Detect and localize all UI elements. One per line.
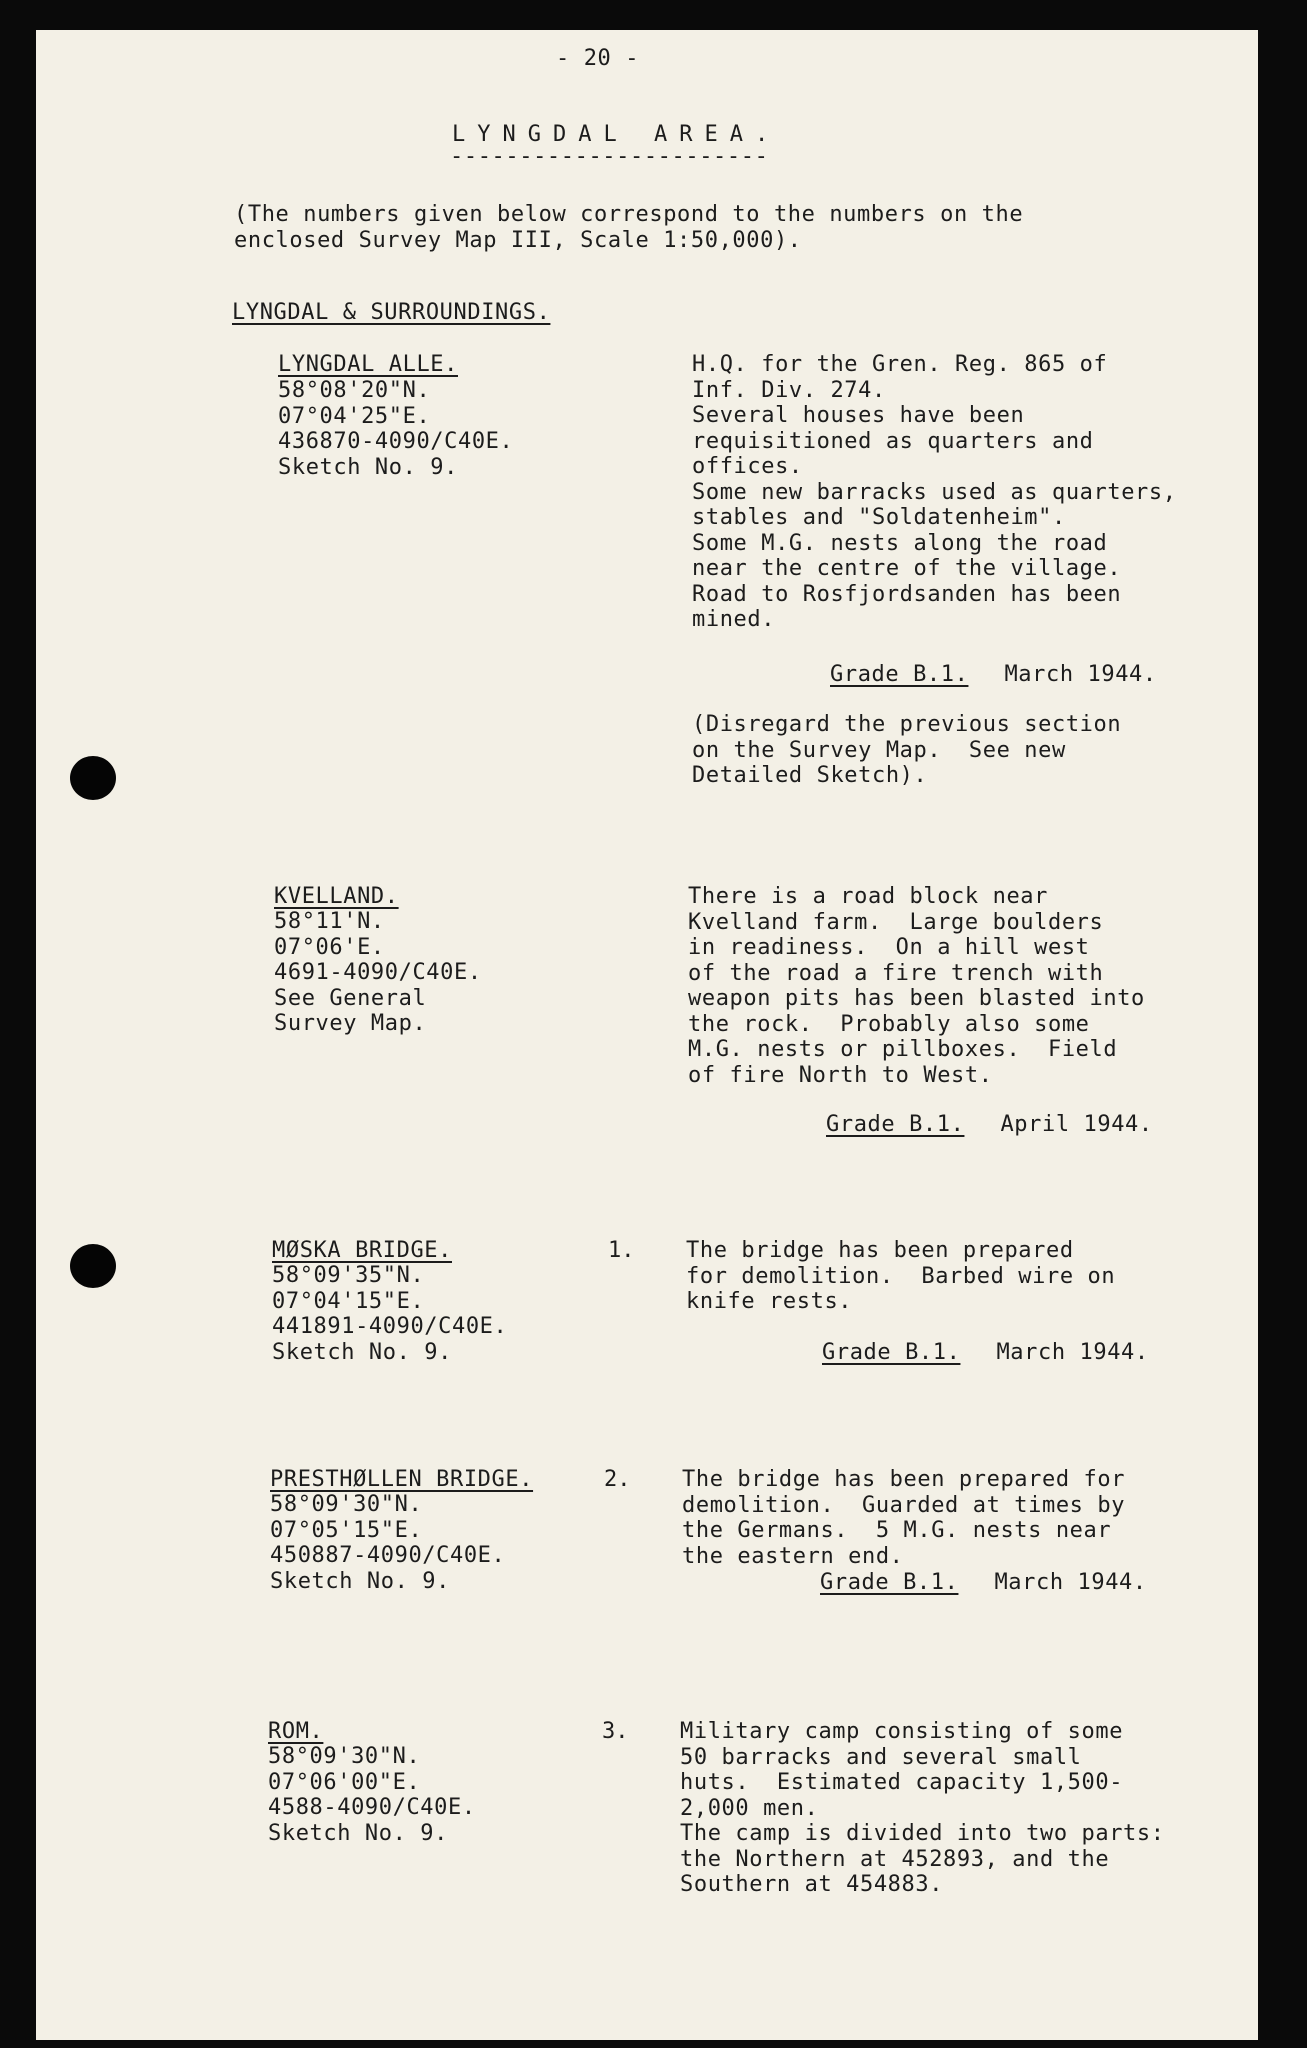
entry-grade: Grade B.1. [830, 662, 969, 687]
entry-grade-line [822, 1340, 1149, 1366]
entry-name: MØSKA BRIDGE. [272, 1238, 452, 1263]
entry-grade-line [820, 1570, 1147, 1596]
entry-description: The bridge has been prepared for demolition. Barbed wire on knife rests. [686, 1238, 1116, 1314]
heading-rule: ----------------------- [450, 144, 769, 169]
entry-note: (Disregard the previous section on the Survey Map. See new Detailed Sketch). [692, 712, 1122, 788]
entry-name: PRESTHØLLEN BRIDGE. [270, 1467, 534, 1492]
entry-date: April 1944. [1000, 1112, 1153, 1137]
entry-grade: Grade B.1. [826, 1112, 965, 1137]
entry-location: 58°11'N. 07°06'E. 4691-4090/C40E. See General Survey Map. [274, 909, 482, 1036]
entry-number: 2. [604, 1467, 631, 1492]
entry-number: 1. [608, 1238, 635, 1263]
entry-grade-line [830, 662, 1157, 688]
entry-date: March 1944. [994, 1570, 1147, 1595]
punch-hole [70, 1244, 116, 1288]
document-page [36, 30, 1258, 2040]
entry-number: 3. [602, 1719, 629, 1744]
entry-location: 58°08'20"N. 07°04'25"E. 436870-4090/C40E. Sketch No. 9. [278, 378, 514, 480]
entry-description: The bridge has been prepared for demolition. Guarded at times by the Germans. 5 M.G. nests near the eastern end. [682, 1467, 1126, 1569]
intro-paragraph: (The numbers given below correspond to the numbers on the enclosed Survey Map III, Scale 1:50,000). [234, 202, 1024, 253]
punch-hole [70, 756, 116, 800]
entry-grade: Grade B.1. [822, 1340, 961, 1365]
entry-location: 58°09'30"N. 07°05'15"E. 450887-4090/C40E. Sketch No. 9. [270, 1492, 506, 1594]
entry-date: March 1944. [1004, 662, 1157, 687]
entry-name: ROM. [268, 1719, 324, 1744]
entry-date: March 1944. [996, 1340, 1149, 1365]
entry-description: H.Q. for the Gren. Reg. 865 of Inf. Div. 274. Several houses have been requisitioned as quarters and offices. Some new barracks used as quarters, stables and "Soldatenheim". Some M.G. nests along the road near the centre of the village. Road to Rosfjordsanden has been mined. [692, 352, 1177, 632]
entry-name: LYNGDAL ALLE. [278, 352, 458, 377]
section-title: LYNGDAL & SURROUNDINGS. [232, 300, 551, 325]
entry-grade-line [826, 1112, 1153, 1138]
entry-description: Military camp consisting of some 50 barracks and several small huts. Estimated capacity 1,500- 2,000 men. The camp is divided into two parts: the Northern at 452893, and the Southern at 454883. [680, 1719, 1165, 1897]
entry-description: There is a road block near Kvelland farm. Large boulders in readiness. On a hill west of the road a fire trench with weapon pits has been blasted into the rock. Probably also some M.G. nests or pillboxes. Field of fire North to West. [688, 884, 1145, 1088]
entry-name: KVELLAND. [274, 884, 399, 909]
page-number: - 20 - [556, 46, 640, 71]
entry-location: 58°09'35"N. 07°04'15"E. 441891-4090/C40E. Sketch No. 9. [272, 1263, 508, 1365]
entry-location: 58°09'30"N. 07°06'00"E. 4588-4090/C40E. Sketch No. 9. [268, 1744, 476, 1846]
page-heading: LYNGDAL AREA. [452, 122, 781, 147]
entry-grade: Grade B.1. [820, 1570, 959, 1595]
